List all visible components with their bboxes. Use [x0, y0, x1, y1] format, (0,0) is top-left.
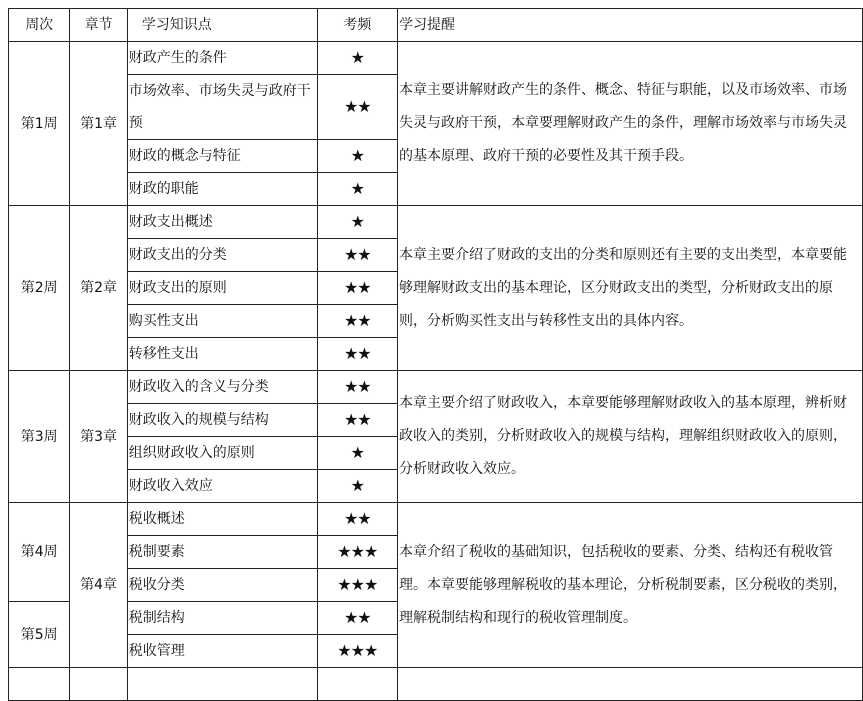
empty-cell	[127, 668, 317, 701]
frequency-stars: ★	[317, 173, 397, 206]
header-row	[9, 9, 863, 42]
topic-cell: 财政支出概述	[127, 206, 317, 239]
topic-cell: 购买性支出	[127, 305, 317, 338]
topic-cell: 组织财政收入的原则	[127, 437, 317, 470]
study-plan-table	[8, 8, 863, 701]
topic-cell: 市场效率、市场失灵与政府干预	[127, 75, 317, 140]
topic-cell: 财政收入的规模与结构	[127, 404, 317, 437]
frequency-stars: ★★	[317, 305, 397, 338]
table-row	[9, 42, 863, 75]
frequency-stars: ★★	[317, 338, 397, 371]
frequency-stars: ★★	[317, 272, 397, 305]
frequency-stars: ★	[317, 470, 397, 503]
header-week: 周次	[9, 9, 70, 42]
empty-cell	[9, 668, 70, 701]
frequency-stars: ★★★	[317, 536, 397, 569]
frequency-stars: ★★★	[317, 635, 397, 668]
topic-cell: 财政支出的分类	[127, 239, 317, 272]
table-row	[9, 371, 863, 404]
frequency-stars: ★★	[317, 371, 397, 404]
chapter-cell: 第2章	[70, 206, 127, 371]
week-cell: 第3周	[9, 371, 70, 503]
topic-cell: 财政收入效应	[127, 470, 317, 503]
week-cell: 第5周	[9, 602, 70, 668]
empty-cell	[317, 668, 397, 701]
header-chapter: 章节	[70, 9, 127, 42]
frequency-stars: ★★	[317, 602, 397, 635]
frequency-stars: ★	[317, 42, 397, 75]
topic-cell: 税收概述	[127, 503, 317, 536]
chapter-cell: 第4章	[70, 503, 127, 668]
frequency-stars: ★★	[317, 75, 397, 140]
header-frequency: 考频	[317, 9, 397, 42]
topic-cell: 财政产生的条件	[127, 42, 317, 75]
table-row	[9, 206, 863, 239]
header-topic: 学习知识点	[127, 9, 317, 42]
topic-cell: 税制要素	[127, 536, 317, 569]
topic-cell: 财政收入的含义与分类	[127, 371, 317, 404]
frequency-stars: ★	[317, 206, 397, 239]
header-tip: 学习提醒	[398, 9, 863, 42]
table-row	[9, 503, 863, 536]
study-tip-cell: 本章主要讲解财政产生的条件、概念、特征与职能，以及市场效率、市场失灵与政府干预，本章要理解财政产生的条件，理解市场效率与市场失灵的基本原理、政府干预的必要性及其干预手段。	[398, 42, 863, 206]
table-row	[9, 668, 863, 701]
week-cell: 第2周	[9, 206, 70, 371]
topic-cell: 财政支出的原则	[127, 272, 317, 305]
chapter-cell: 第3章	[70, 371, 127, 503]
frequency-stars: ★★	[317, 239, 397, 272]
study-tip-cell: 本章主要介绍了财政的支出的分类和原则还有主要的支出类型，本章要能够理解财政支出的基本理论，区分财政支出的类型，分析财政支出的原则，分析购买性支出与转移性支出的具体内容。	[398, 206, 863, 371]
frequency-stars: ★★	[317, 404, 397, 437]
frequency-stars: ★	[317, 140, 397, 173]
frequency-stars: ★★★	[317, 569, 397, 602]
week-cell: 第1周	[9, 42, 70, 206]
study-tip-cell: 本章介绍了税收的基础知识，包括税收的要素、分类、结构还有税收管理。本章要能够理解税收的基本理论，分析税制要素，区分税收的类别，理解税制结构和现行的税收管理制度。	[398, 503, 863, 668]
week-cell: 第4周	[9, 503, 70, 602]
frequency-stars: ★★	[317, 503, 397, 536]
topic-cell: 转移性支出	[127, 338, 317, 371]
empty-cell	[398, 668, 863, 701]
study-tip-cell: 本章主要介绍了财政收入，本章要能够理解财政收入的基本原理，辨析财政收入的类别，分析财政收入的规模与结构，理解组织财政收入的原则，分析财政收入效应。	[398, 371, 863, 503]
chapter-cell: 第1章	[70, 42, 127, 206]
topic-cell: 税制结构	[127, 602, 317, 635]
frequency-stars: ★	[317, 437, 397, 470]
topic-cell: 财政的概念与特征	[127, 140, 317, 173]
empty-cell	[70, 668, 127, 701]
topic-cell: 税收分类	[127, 569, 317, 602]
topic-cell: 财政的职能	[127, 173, 317, 206]
topic-cell: 税收管理	[127, 635, 317, 668]
